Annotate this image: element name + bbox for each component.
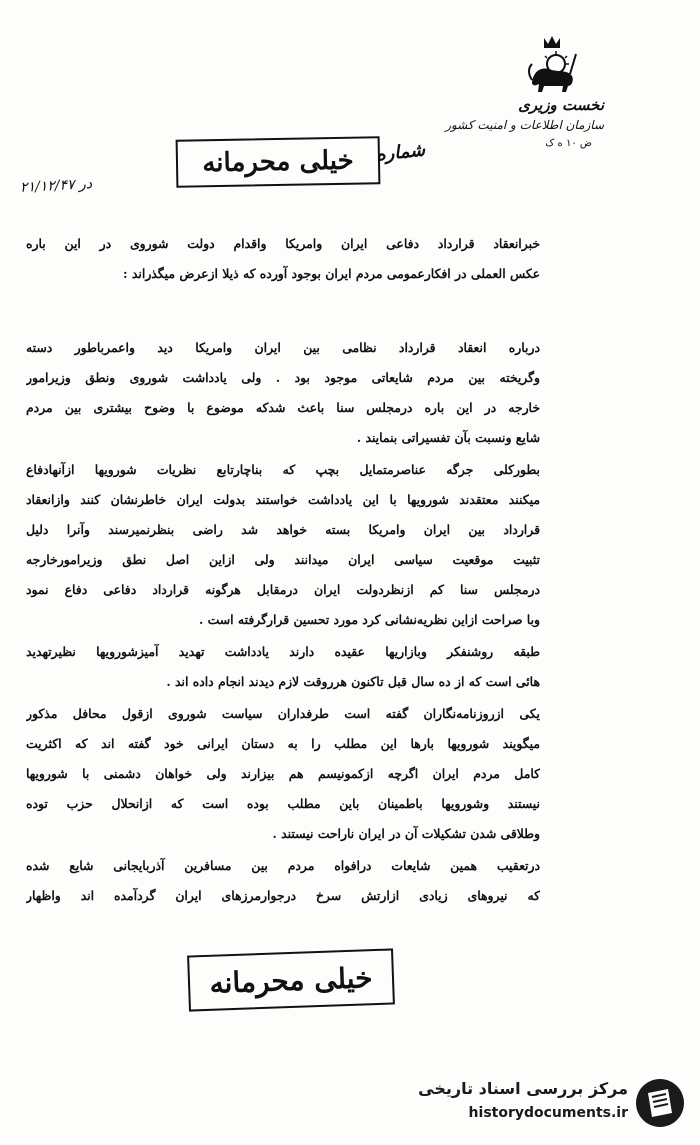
- body-line: وبا صراحت ازاین نظریه‌نشانی کرد مورد تحسین قرارگرفته است .: [199, 612, 540, 627]
- classification-stamp-bottom: خیلی محرمانه: [187, 948, 395, 1011]
- watermark-url: historydocuments.ir: [468, 1105, 628, 1121]
- body-line: میکنند معتقدند شورویها با این یادداشت خواستند بدولت ایران خاطرنشان کنند وازانعقاد: [26, 492, 540, 507]
- body-line: هائی است که از ده سال قبل تاکنون هرروقت لازم دیدند انجام داده اند .: [166, 674, 540, 689]
- body-line: شایع ونسبت بآن تفسیراتی بنمایند .: [356, 430, 540, 445]
- letterhead-line-3: ض ۱۰ ه ک: [545, 138, 592, 149]
- body-line: بطورکلی جرگه عناصرمتمایل بچپ که بناچارتابع نظریات شورویها ازآنهادفاع: [26, 462, 540, 477]
- body-line: تثبیت موقعیت سیاسی ایران میدانند ولی ازاین اصل نطق وزیرامورخارجه: [26, 552, 540, 567]
- body-line: درتعقیب همین شایعات درافواه مردم بین مسافرین آذربایجانی شایع شده: [26, 858, 540, 873]
- body-line: یکی ازروزنامه‌نگاران گفته است طرفداران سیاست شوروی ازقول محافل مذکور: [26, 706, 540, 721]
- body-line: طبقه روشنفکر وبازاریها عقیده دارند یادداشت تهدید آمیزشورویها نظیرتهدید: [26, 644, 540, 659]
- lion-and-sun-emblem-icon: [526, 34, 578, 96]
- body-line: که نیروهای زیادی ازارتش سرخ درجوارمرزهای ایران گردآمده اند واظهار: [26, 888, 540, 903]
- body-line: درمجلس سنا کم ازنظردولت ایران درمقابل هرگونه قرارداد دفاعی دفاع نمود: [26, 582, 540, 597]
- body-line: وگریخته بین مردم شایعاتی موجود بود . ولی یادداشت شوروی ونطق وزیرامور: [26, 370, 540, 385]
- body-line: عکس العملی در افکارعمومی مردم ایران بوجود آورده که ذیلا ازعرض میگذراند :: [123, 266, 540, 281]
- body-line: میگویند شورویها بارها این مطلب را به دستان ایرانی خود گفته اند که اکثریت: [26, 736, 540, 751]
- letterhead: [445, 34, 604, 166]
- archive-logo-icon: [634, 1077, 686, 1129]
- body-line: درباره انعقاد قرارداد نظامی بین ایران وامریکا دید واعمرباطور دسته: [26, 340, 540, 355]
- body-line: نیستند وشورویها باطمینان باین مطلب بوده است که ازانحلال حزب توده: [26, 796, 540, 811]
- letterhead-line-2: سازمان اطلاعات و امنیت کشور: [445, 118, 604, 132]
- body-line: کامل مردم ایران اگرچه ازکمونیسم هم بیزارند ولی خواهان دشمنی با شورویها: [26, 766, 540, 781]
- handwritten-date: در ۲۱/۱۲/۴۷: [19, 176, 93, 196]
- body-line: وطلاقی شدن تشکیلات آن در ایران ناراحت نیستند .: [272, 826, 540, 841]
- watermark-title: مرکز بررسی اسناد تاریخی: [418, 1079, 628, 1098]
- body-line: قرارداد بین ایران وامریکا بسته خواهد شد راضی بنظرنمیرسند وآنرا دلیل: [26, 522, 540, 537]
- letterhead-line-1: نخست وزیری: [518, 96, 604, 114]
- body-line: خبرانعقاد قرارداد دفاعی ایران وامریکا واقدام دولت شوروی در این باره: [26, 236, 540, 251]
- handwritten-number: شماره: [375, 139, 427, 166]
- body-line: خارجه در این باره درمجلس سنا باعث شدکه موضوع با وضوح بیشتری بین مردم: [26, 400, 540, 415]
- source-watermark: [406, 1075, 686, 1135]
- classification-stamp-top: خیلی محرمانه: [176, 136, 381, 188]
